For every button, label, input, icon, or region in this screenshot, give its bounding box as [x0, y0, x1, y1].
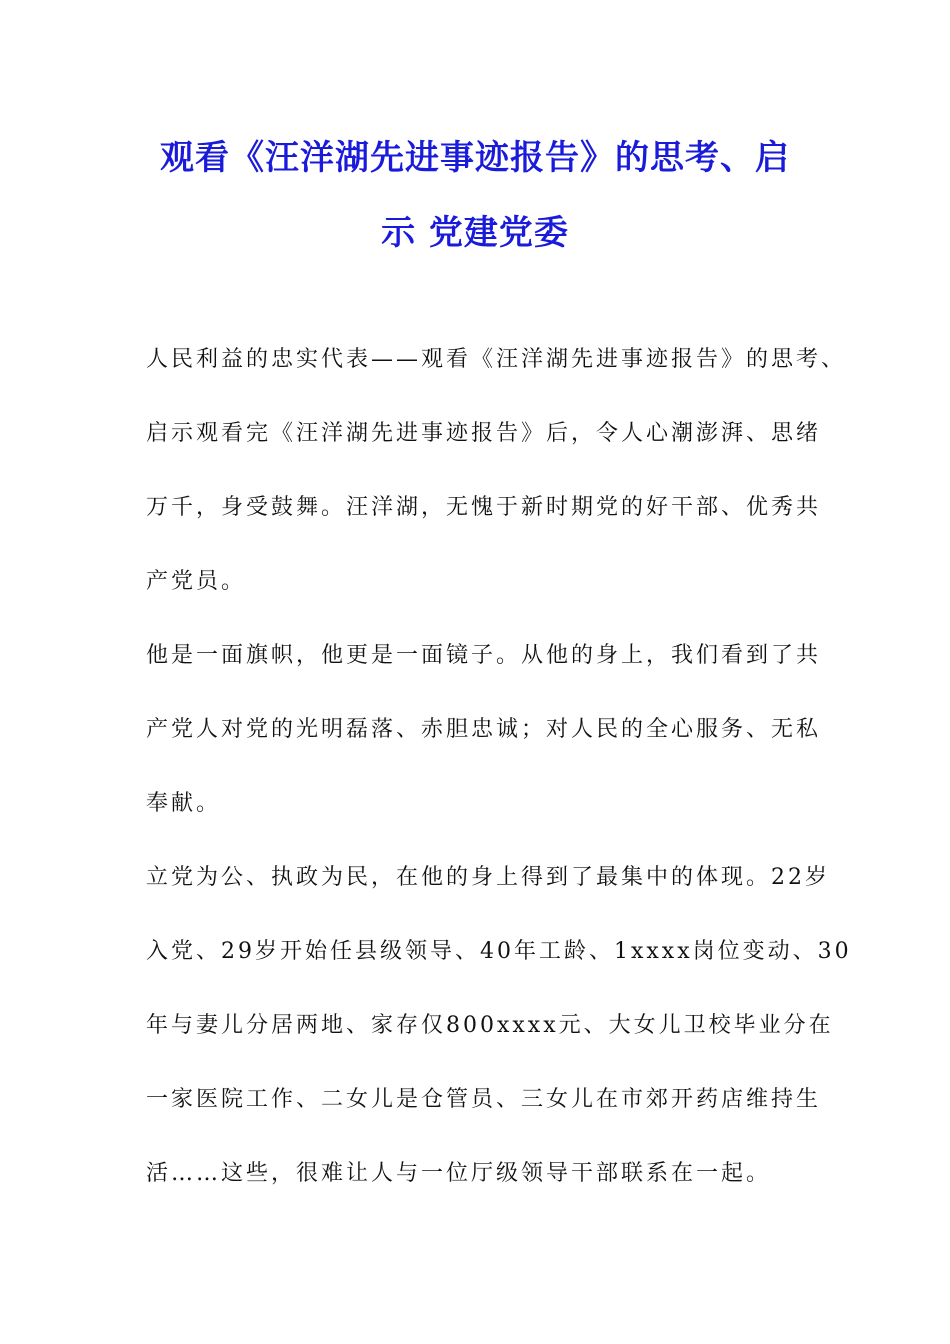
body-line: 启示观看完《汪洋湖先进事迹报告》后，令人心潮澎湃、思绪 — [146, 421, 822, 446]
document-title-line-2: 示 党建党委 — [381, 213, 569, 253]
body-line: 立党为公、执政为民，在他的身上得到了最集中的体现。22岁 — [146, 865, 830, 890]
body-line: 产党人对党的光明磊落、赤胆忠诚；对人民的全心服务、无私 — [146, 717, 822, 742]
body-line: 入党、29岁开始任县级领导、40年工龄、1xxxx岗位变动、30 — [146, 939, 852, 964]
document-title-line-1: 观看《汪洋湖先进事迹报告》的思考、启 — [160, 138, 790, 178]
body-line: 他是一面旗帜，他更是一面镜子。从他的身上，我们看到了共 — [146, 643, 822, 668]
body-line: 一家医院工作、二女儿是仓管员、三女儿在市郊开药店维持生 — [146, 1087, 822, 1112]
body-line: 产党员。 — [146, 569, 247, 594]
document-body — [146, 335, 852, 1223]
body-line: 奉献。 — [146, 791, 222, 816]
body-line: 年与妻儿分居两地、家存仅800xxxx元、大女儿卫校毕业分在 — [146, 1013, 834, 1038]
body-line: 人民利益的忠实代表——观看《汪洋湖先进事迹报告》的思考、 — [146, 347, 847, 372]
body-line: 万千，身受鼓舞。汪洋湖，无愧于新时期党的好干部、优秀共 — [146, 495, 822, 520]
body-line: 活……这些，很难让人与一位厅级领导干部联系在一起。 — [146, 1161, 772, 1186]
